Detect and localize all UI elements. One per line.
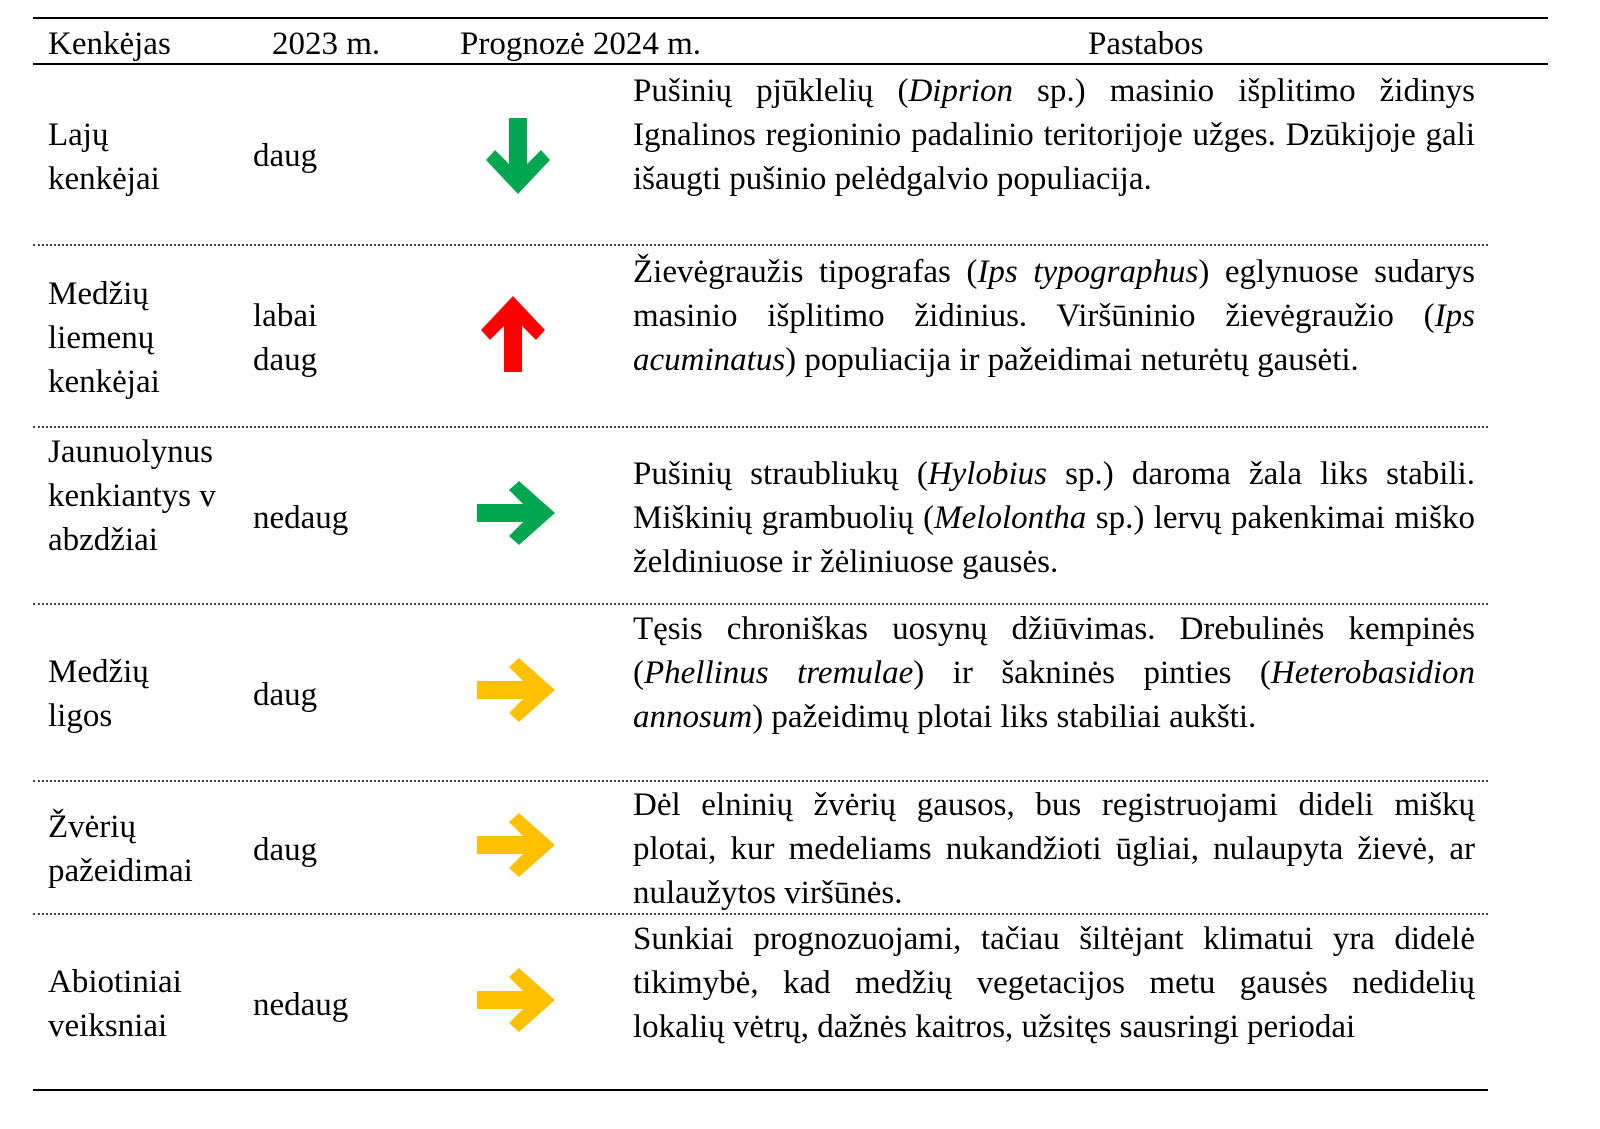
row-divider [33,603,1488,605]
bottom-rule [33,1089,1488,1091]
pest-name: Lajų kenkėjai [48,117,160,197]
arrow-right-shape [477,658,555,722]
level-2023: daug [253,138,318,174]
level-2023: labai daug [253,298,318,378]
pest-name: Medžių ligos [48,654,149,734]
arrow-down-icon [486,118,550,194]
remark-text: Žievėgraužis tipografas (Ips typographus) eglynuose sudarys masinio išplitimo židinius. Viršūninio žievėgraužio (Ips acuminatus) populiacija ir pažeidimai neturėtų gausėti. [633,254,1475,378]
level-2023: nedaug [253,500,349,536]
arrow-up-shape [481,296,545,372]
remark-text: Tęsis chroniškas uosynų džiūvimas. Drebulinės kempinės (Phellinus tremulae) ir šakninės pinties (Heterobasidion annosum) pažeidimų plotai liks stabiliai aukšti. [633,611,1476,735]
level-2023: nedaug [253,987,349,1023]
remark-text: Sunkiai prognozuojami, tačiau šiltėjant klimatui yra didelė tikimybė, kad medžių vegetacijos metu gausės nedidelių lokalių vėtrų, dažnės kaitros, užsitęs sausringi periodai [633,921,1475,1045]
arrow-right-shape [477,813,555,877]
level-2023: daug [253,832,318,868]
pest-name: Medžių liemenų kenkėjai [48,276,160,400]
remark-text: Pušinių pjūklelių (Diprion sp.) masinio išplitimo židinys Ignalinos regioninio padalinio teritorijoje užges. Dzūkijoje gali išaugti pušinio pelėdgalvio populiacija. [633,73,1475,197]
remark-text: Dėl elninių žvėrių gausos, bus registruojami dideli miškų plotai, kur medeliams nukandžioti ūgliai, nulaupyta žievė, ar nulaužytos viršūnės. [633,787,1475,911]
arrow-right-icon [477,481,555,545]
header-2023: 2023 m. [272,26,381,62]
pest-name: Jaunuolynus kenkiantys vabzdžiai [48,434,216,558]
row-divider [33,426,1488,428]
arrow-right-icon [477,813,555,877]
row-divider [33,244,1488,246]
top-rule [33,17,1548,19]
arrow-right-shape [477,481,555,545]
arrow-up-icon [481,296,545,372]
header-forecast: Prognozė 2024 m. [460,26,702,62]
level-2023: daug [253,677,318,713]
arrow-right-shape [477,968,555,1032]
row-divider [33,780,1488,782]
arrow-right-icon [477,968,555,1032]
arrow-down-shape [486,118,550,194]
header-rule [33,63,1548,65]
pest-name: Abiotiniai veiksniai [48,964,182,1044]
header-notes: Pastabos [1088,26,1204,62]
header-pest: Kenkėjas [48,26,171,62]
remark-text: Pušinių straubliukų (Hylobius sp.) daroma žala liks stabili. Miškinių grambuolių (Melolontha sp.) lervų pakenkimai miško želdiniuose ir žėliniuose gausės. [633,456,1475,580]
pest-name: Žvėrių pažeidimai [48,809,193,889]
arrow-right-icon [477,658,555,722]
